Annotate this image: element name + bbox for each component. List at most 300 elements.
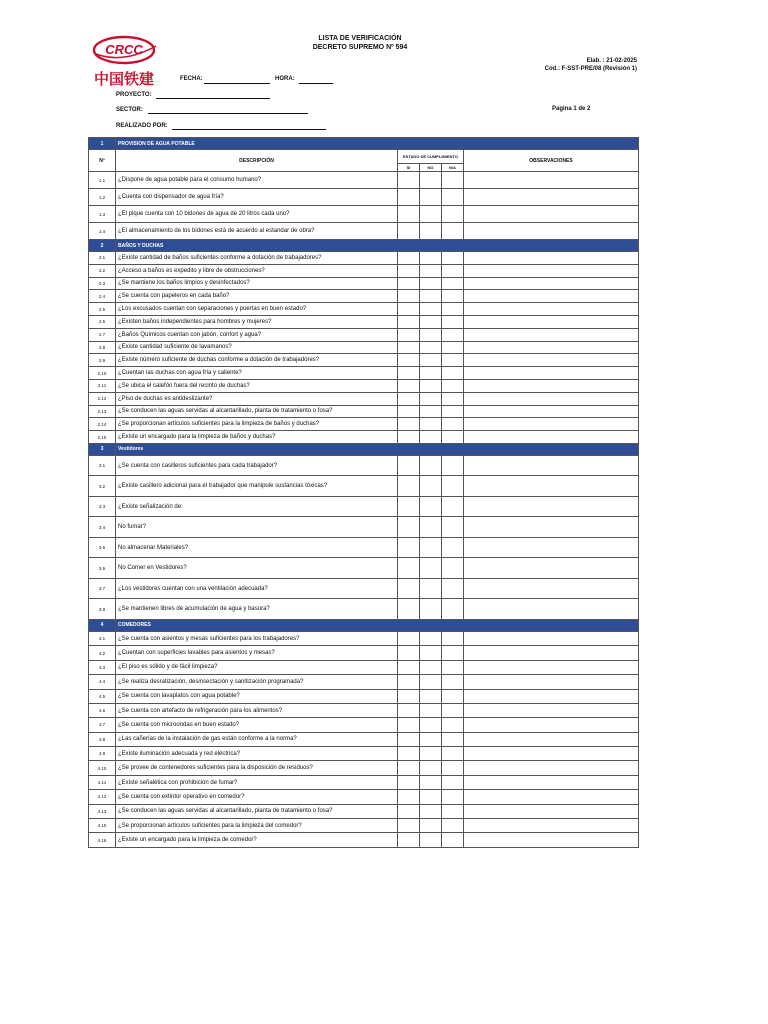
observation-cell[interactable] [464,599,639,620]
check-si-cell[interactable] [398,747,420,761]
checklist-row [89,703,639,717]
item-description: No almacenar Materiales? [116,537,398,558]
item-description: ¿El piso es sólido y de fácil limpieza? [116,660,398,674]
check-si-cell[interactable] [398,277,420,290]
observation-cell[interactable] [464,367,639,380]
check-si-cell[interactable] [398,790,420,804]
checklist-row [89,455,639,476]
check-si-cell[interactable] [398,455,420,476]
check-si-cell[interactable] [398,367,420,380]
item-number: 2.14 [89,418,116,431]
check-no-cell[interactable] [420,315,442,328]
check-na-cell[interactable] [442,405,464,418]
check-na-cell[interactable] [442,703,464,717]
item-description: No Comer en Vestidores? [116,558,398,579]
item-number: 2.10 [89,367,116,380]
check-no-cell[interactable] [420,405,442,418]
checklist-row [89,264,639,277]
check-no-cell[interactable] [420,790,442,804]
observation-cell[interactable] [464,578,639,599]
item-description: ¿Cuenta con dispensador de agua fría? [116,189,398,206]
item-number: 4.12 [89,790,116,804]
check-no-cell[interactable] [420,747,442,761]
check-no-cell[interactable] [420,290,442,303]
check-si-cell[interactable] [398,517,420,538]
observation-cell[interactable] [464,455,639,476]
checklist-row [89,689,639,703]
observation-cell[interactable] [464,537,639,558]
item-description: ¿Se realiza desratización, desinsectación y sanitización programada? [116,675,398,689]
checklist-row [89,252,639,265]
item-number: 3.1 [89,455,116,476]
check-si-cell[interactable] [398,223,420,240]
observation-cell[interactable] [464,223,639,240]
item-number: 2.12 [89,392,116,405]
section-title: BAÑOS Y DUCHAS [116,240,639,252]
checklist-row [89,367,639,380]
item-description: ¿Existe cantidad de baños suficientes conforme a dotación de trabajadores? [116,252,398,265]
check-no-cell[interactable] [420,496,442,517]
observation-cell[interactable] [464,558,639,579]
item-description: ¿Los vestidores cuentan con una ventilación adecuada? [116,578,398,599]
check-si-cell[interactable] [398,537,420,558]
check-na-cell[interactable] [442,223,464,240]
observation-cell[interactable] [464,646,639,660]
checklist-row [89,599,639,620]
checklist-row [89,328,639,341]
item-number: 1.3 [89,206,116,223]
observation-cell[interactable] [464,761,639,775]
logo-text: CRCC [105,42,143,57]
check-no-cell[interactable] [420,517,442,538]
sector-field[interactable] [148,113,308,114]
document-title: LISTA DE VERIFICACIÓN [318,35,402,42]
check-no-cell[interactable] [420,819,442,833]
check-no-cell[interactable] [420,367,442,380]
col-obs-header: OBSERVACIONES [464,150,639,172]
checklist-row [89,804,639,818]
observation-cell[interactable] [464,747,639,761]
item-number: 4.3 [89,660,116,674]
checklist-row [89,833,639,847]
section-header [89,240,639,252]
check-na-cell[interactable] [442,315,464,328]
check-no-cell[interactable] [420,252,442,265]
proyecto-label: PROYECTO: [116,92,152,98]
check-si-cell[interactable] [398,392,420,405]
check-no-cell[interactable] [420,675,442,689]
check-no-cell[interactable] [420,277,442,290]
observation-cell[interactable] [464,405,639,418]
check-na-cell[interactable] [442,431,464,444]
item-description: ¿Existe casillero adicional para el trabajador que manipule sustancias tóxicas? [116,476,398,497]
item-description: ¿Existe cantidad suficiente de lavamanos? [116,341,398,354]
item-number: 2.1 [89,252,116,265]
check-na-cell[interactable] [442,631,464,645]
check-na-cell[interactable] [442,206,464,223]
fecha-field[interactable] [204,83,270,84]
check-na-cell[interactable] [442,646,464,660]
section-number: 3 [89,443,116,455]
observation-cell[interactable] [464,206,639,223]
check-si-cell[interactable] [398,189,420,206]
check-no-cell[interactable] [420,354,442,367]
item-description: ¿Se mantienen libres de acumulación de agua y basura? [116,599,398,620]
check-no-cell[interactable] [420,558,442,579]
check-si-cell[interactable] [398,264,420,277]
check-no-cell[interactable] [420,172,442,189]
check-na-cell[interactable] [442,578,464,599]
item-number: 1.4 [89,223,116,240]
check-na-cell[interactable] [442,290,464,303]
checklist-row [89,354,639,367]
item-number: 2.2 [89,264,116,277]
observation-cell[interactable] [464,290,639,303]
check-na-cell[interactable] [442,537,464,558]
item-number: 3.3 [89,496,116,517]
item-description: ¿El almacenamiento de los bidones está de acuerdo al estandar de obra? [116,223,398,240]
check-na-cell[interactable] [442,660,464,674]
check-no-cell[interactable] [420,703,442,717]
item-description: ¿Existe un encargado para la limpieza de comedor? [116,833,398,847]
observation-cell[interactable] [464,189,639,206]
check-no-cell[interactable] [420,392,442,405]
checklist-row [89,172,639,189]
logo-chinese-text: 中国铁建 [93,70,155,88]
item-number: 2.3 [89,277,116,290]
check-na-cell[interactable] [442,264,464,277]
checklist-row [89,578,639,599]
item-description: ¿Se conducen las aguas servidas al alcantarillado, planta de tratamiento o fosa? [116,405,398,418]
checklist-row [89,761,639,775]
observation-cell[interactable] [464,732,639,746]
check-na-cell[interactable] [442,189,464,206]
section-title: PROVISION DE AGUA POTABLE [116,138,639,150]
check-si-cell[interactable] [398,646,420,660]
check-si-cell[interactable] [398,303,420,316]
check-na-cell[interactable] [442,732,464,746]
section-header [89,619,639,631]
item-description: ¿Existe número suficiente de duchas conforme a dotación de trabajadores? [116,354,398,367]
check-no-cell[interactable] [420,833,442,847]
column-header-row [89,150,639,164]
check-si-cell[interactable] [398,833,420,847]
observation-cell[interactable] [464,303,639,316]
check-na-cell[interactable] [442,303,464,316]
item-number: 4.11 [89,775,116,789]
observation-cell[interactable] [464,819,639,833]
check-na-cell[interactable] [442,455,464,476]
check-na-cell[interactable] [442,775,464,789]
item-description: ¿Se cuenta con lavaplatos con agua potable? [116,689,398,703]
proyecto-field[interactable] [156,98,270,99]
check-no-cell[interactable] [420,303,442,316]
check-na-cell[interactable] [442,599,464,620]
check-na-cell[interactable] [442,761,464,775]
item-description: ¿Se cuenta con artefacto de refrigeración para los alimentos? [116,703,398,717]
check-si-cell[interactable] [398,252,420,265]
check-na-cell[interactable] [442,367,464,380]
check-no-cell[interactable] [420,223,442,240]
item-number: 4.4 [89,675,116,689]
check-na-cell[interactable] [442,277,464,290]
item-number: 3.4 [89,517,116,538]
item-number: 3.2 [89,476,116,497]
observation-cell[interactable] [464,341,639,354]
check-na-cell[interactable] [442,517,464,538]
check-si-cell[interactable] [398,354,420,367]
observation-cell[interactable] [464,328,639,341]
checklist-row [89,303,639,316]
item-description: ¿Baños Químicos cuentan con jabón, confort y agua? [116,328,398,341]
item-number: 4.5 [89,689,116,703]
check-si-cell[interactable] [398,405,420,418]
check-si-cell[interactable] [398,328,420,341]
check-no-cell[interactable] [420,341,442,354]
checklist-row [89,496,639,517]
observation-cell[interactable] [464,675,639,689]
check-na-cell[interactable] [442,379,464,392]
check-si-cell[interactable] [398,315,420,328]
check-si-cell[interactable] [398,379,420,392]
checklist-row [89,476,639,497]
observation-cell[interactable] [464,660,639,674]
check-na-cell[interactable] [442,328,464,341]
check-no-cell[interactable] [420,804,442,818]
item-description: ¿Se mantiene los baños limpios y desinfectados? [116,277,398,290]
check-na-cell[interactable] [442,790,464,804]
item-number: 4.9 [89,747,116,761]
check-na-cell[interactable] [442,833,464,847]
check-si-cell[interactable] [398,431,420,444]
item-number: 2.11 [89,379,116,392]
item-description: ¿Los excusados cuentan con separaciones y puertas en buen estado? [116,303,398,316]
check-no-cell[interactable] [420,689,442,703]
checklist-row [89,189,639,206]
item-description: ¿Cuentan las duchas con agua fría y caliente? [116,367,398,380]
section-header [89,443,639,455]
check-no-cell[interactable] [420,431,442,444]
checklist-row [89,646,639,660]
check-no-cell[interactable] [420,732,442,746]
check-si-cell[interactable] [398,660,420,674]
check-no-cell[interactable] [420,631,442,645]
check-si-cell[interactable] [398,578,420,599]
section-number: 1 [89,138,116,150]
item-description: ¿Se proporcionan artículos suficientes para la limpieza de baños y duchas? [116,418,398,431]
checklist-row [89,732,639,746]
checklist-row [89,379,639,392]
document-code: Cod.: F-SST-PRE/08 (Revisión 1) [544,66,637,72]
observation-cell[interactable] [464,631,639,645]
check-na-cell[interactable] [442,341,464,354]
observation-cell[interactable] [464,418,639,431]
observation-cell[interactable] [464,689,639,703]
check-no-cell[interactable] [420,379,442,392]
check-si-cell[interactable] [398,206,420,223]
section-number: 4 [89,619,116,631]
check-si-cell[interactable] [398,496,420,517]
check-si-cell[interactable] [398,599,420,620]
check-no-cell[interactable] [420,206,442,223]
item-number: 2.6 [89,315,116,328]
observation-cell[interactable] [464,277,639,290]
check-na-cell[interactable] [442,804,464,818]
checklist-row [89,223,639,240]
checklist-row [89,819,639,833]
item-description: ¿Dispone de agua potable para el consumo humano? [116,172,398,189]
observation-cell[interactable] [464,252,639,265]
item-description: ¿Existe señalética con prohibición de fumar? [116,775,398,789]
item-number: 3.7 [89,578,116,599]
item-number: 2.13 [89,405,116,418]
item-number: 4.10 [89,761,116,775]
check-na-cell[interactable] [442,392,464,405]
observation-cell[interactable] [464,431,639,444]
check-no-cell[interactable] [420,476,442,497]
check-na-cell[interactable] [442,496,464,517]
checklist-row [89,290,639,303]
check-si-cell[interactable] [398,689,420,703]
check-na-cell[interactable] [442,747,464,761]
check-no-cell[interactable] [420,418,442,431]
check-si-cell[interactable] [398,675,420,689]
item-number: 2.9 [89,354,116,367]
checklist-row [89,405,639,418]
item-description: ¿Acceso a baños es expedito y libre de obstrucciones? [116,264,398,277]
observation-cell[interactable] [464,264,639,277]
item-description: ¿Existe un encargado para la limpieza de baños y duchas? [116,431,398,444]
item-description: ¿Piso de duchas es antideslizante? [116,392,398,405]
check-na-cell[interactable] [442,252,464,265]
observation-cell[interactable] [464,476,639,497]
item-number: 4.16 [89,833,116,847]
check-si-cell[interactable] [398,703,420,717]
checklist-row [89,206,639,223]
check-no-cell[interactable] [420,599,442,620]
check-no-cell[interactable] [420,775,442,789]
check-no-cell[interactable] [420,718,442,732]
checklist-row [89,315,639,328]
item-description: ¿Existen baños independientes para hombres y mujeres? [116,315,398,328]
item-description: ¿Se ubica el calefón fuera del recinto de duchas? [116,379,398,392]
check-no-cell[interactable] [420,455,442,476]
sector-label: SECTOR: [116,107,143,113]
observation-cell[interactable] [464,833,639,847]
check-si-cell[interactable] [398,558,420,579]
check-si-cell[interactable] [398,341,420,354]
check-na-cell[interactable] [442,418,464,431]
item-number: 1.2 [89,189,116,206]
observation-cell[interactable] [464,379,639,392]
check-si-cell[interactable] [398,631,420,645]
item-description: ¿Se cuenta con papeleros en cada baño? [116,290,398,303]
observation-cell[interactable] [464,172,639,189]
check-si-cell[interactable] [398,819,420,833]
realizado-field[interactable] [172,129,326,130]
observation-cell[interactable] [464,804,639,818]
check-na-cell[interactable] [442,718,464,732]
item-description: ¿Existe iluminación adecuada y red eléctrica? [116,747,398,761]
check-na-cell[interactable] [442,558,464,579]
hora-field[interactable] [299,83,333,84]
check-na-cell[interactable] [442,689,464,703]
check-no-cell[interactable] [420,660,442,674]
observation-cell[interactable] [464,354,639,367]
item-number: 2.7 [89,328,116,341]
elab-date: Elab. : 21-02-2025 [586,58,637,64]
col-no-header: NO [420,164,442,172]
check-si-cell[interactable] [398,804,420,818]
check-no-cell[interactable] [420,264,442,277]
check-si-cell[interactable] [398,718,420,732]
section-header [89,138,639,150]
observation-cell[interactable] [464,718,639,732]
checklist-body [89,138,639,848]
item-description: ¿Se cuenta con extintor operativo en comedor? [116,790,398,804]
observation-cell[interactable] [464,315,639,328]
check-si-cell[interactable] [398,732,420,746]
checklist-row [89,517,639,538]
item-number: 3.8 [89,599,116,620]
check-na-cell[interactable] [442,675,464,689]
check-na-cell[interactable] [442,172,464,189]
check-no-cell[interactable] [420,537,442,558]
check-no-cell[interactable] [420,578,442,599]
item-number: 2.8 [89,341,116,354]
section-number: 2 [89,240,116,252]
check-na-cell[interactable] [442,819,464,833]
check-si-cell[interactable] [398,761,420,775]
observation-cell[interactable] [464,775,639,789]
check-na-cell[interactable] [442,476,464,497]
item-description: ¿Las cañerías de la instalación de gas están conforme a la norma? [116,732,398,746]
item-number: 3.5 [89,537,116,558]
page-indicator: Pagina 1 de 2 [552,106,591,112]
observation-cell[interactable] [464,703,639,717]
section-title: COMEDORES [116,619,639,631]
item-description: ¿Existe señalización de: [116,496,398,517]
item-number: 2.5 [89,303,116,316]
item-number: 2.4 [89,290,116,303]
check-no-cell[interactable] [420,761,442,775]
observation-cell[interactable] [464,790,639,804]
item-description: ¿Se proporcionan artículos suficientes para la limpieza del comedor? [116,819,398,833]
document-codes [545,57,637,73]
item-description: ¿Se conducen las aguas servidas al alcantarillado, planta de tratamiento o fosa? [116,804,398,818]
check-si-cell[interactable] [398,476,420,497]
check-na-cell[interactable] [442,354,464,367]
observation-cell[interactable] [464,517,639,538]
checklist-row [89,675,639,689]
check-no-cell[interactable] [420,189,442,206]
checklist-row [89,558,639,579]
fecha-label: FECHA: [180,76,203,82]
checklist-row [89,537,639,558]
check-si-cell[interactable] [398,775,420,789]
observation-cell[interactable] [464,496,639,517]
check-no-cell[interactable] [420,646,442,660]
item-description: ¿Se provee de contenedores suficientes para la disposición de residuos? [116,761,398,775]
check-no-cell[interactable] [420,328,442,341]
item-number: 4.13 [89,804,116,818]
check-si-cell[interactable] [398,172,420,189]
item-description: No fumar? [116,517,398,538]
item-number: 4.8 [89,732,116,746]
check-si-cell[interactable] [398,418,420,431]
observation-cell[interactable] [464,392,639,405]
check-si-cell[interactable] [398,290,420,303]
